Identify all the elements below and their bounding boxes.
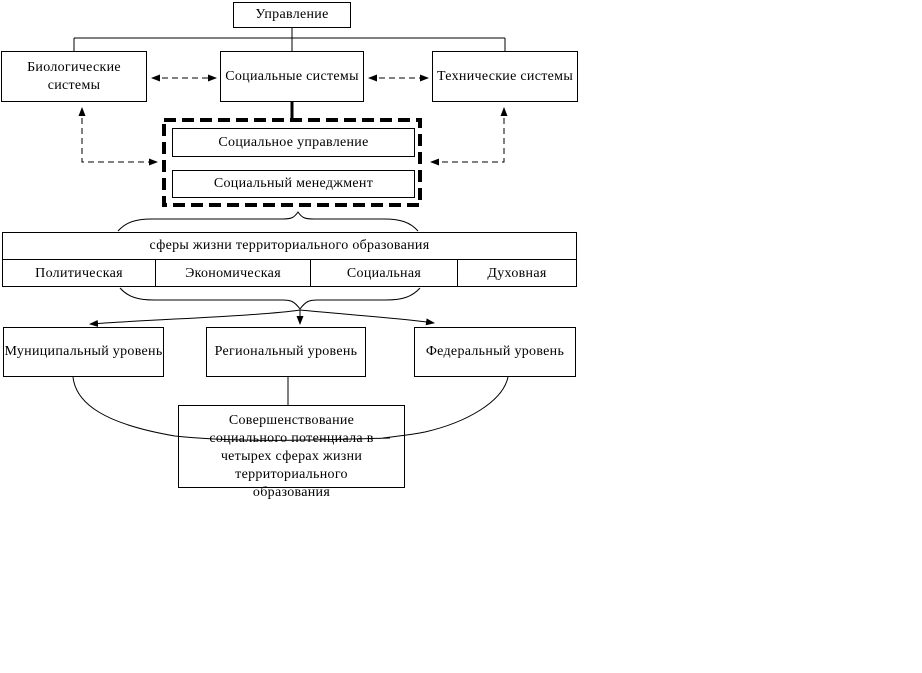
box-municipal-level: Муниципальный уровень	[3, 327, 164, 377]
sphere-cell-social: Социальная	[311, 260, 458, 287]
spheres-table-row	[3, 260, 576, 287]
technical-to-frame-dashed-arrow	[431, 108, 504, 162]
goal-line: социального потенциала в	[209, 431, 374, 446]
box-social-governance: Социальное управление	[172, 128, 415, 157]
arrow-to-federal	[300, 310, 434, 323]
goal-text	[179, 412, 404, 502]
brace-frame-to-spheres	[118, 212, 418, 231]
spheres-table-title: сферы жизни территориального образования	[3, 233, 576, 260]
bio-to-frame-dashed-arrow	[82, 108, 157, 162]
box-technical-systems: Технические системы	[432, 51, 578, 102]
goal-line: Совершенствование	[228, 413, 355, 428]
box-management: Управление	[233, 2, 351, 28]
box-biological-systems: Биологические системы	[1, 51, 147, 102]
management-tree-lines	[74, 28, 505, 51]
box-regional-level: Региональный уровень	[206, 327, 366, 377]
goal-line: четырех сферах жизни	[220, 449, 363, 464]
box-federal-level: Федеральный уровень	[414, 327, 576, 377]
box-goal	[178, 405, 405, 500]
spheres-table	[2, 232, 577, 287]
box-social-management: Социальный менеджмент	[172, 170, 415, 198]
sphere-cell-political: Политическая	[3, 260, 156, 287]
sphere-cell-spiritual: Духовная	[487, 265, 547, 281]
sphere-cell-economic: Экономическая	[156, 260, 311, 287]
box-social-systems: Социальные системы	[220, 51, 364, 102]
goal-line: образования	[252, 485, 331, 500]
brace-spheres-to-levels	[120, 288, 420, 309]
arrow-to-municipal	[90, 310, 300, 324]
goal-line: территориального	[235, 467, 348, 482]
